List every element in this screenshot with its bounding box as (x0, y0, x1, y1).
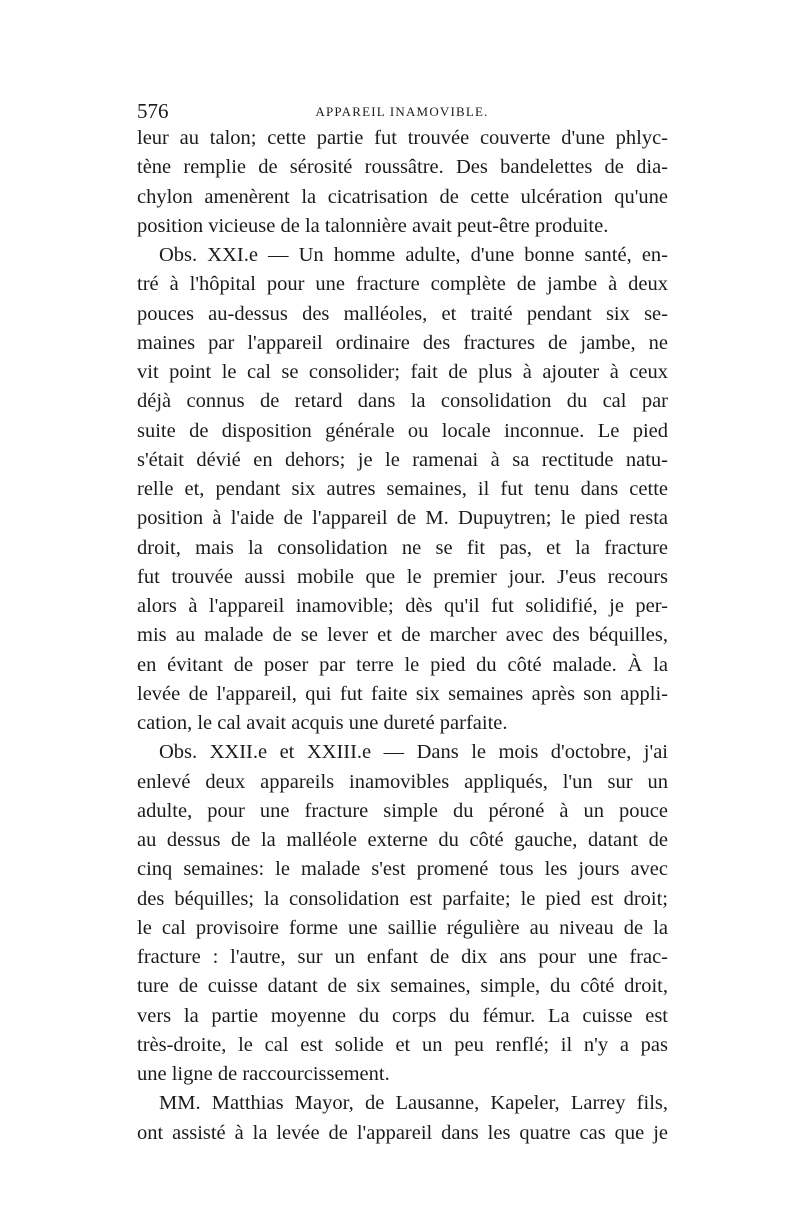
text-line: mis au malade de se lever et de marcher avec des béquilles, (137, 624, 668, 647)
text-line: enlevé deux appareils inamovibles appliqués, l'un sur un (137, 770, 668, 793)
text-line: fut trouvée aussi mobile que le premier jour. J'eus recours (137, 565, 668, 588)
text-line: tré à l'hôpital pour une fracture complète de jambe à deux (137, 273, 668, 296)
text-line: chylon amenèrent la cicatrisation de cette ulcération qu'une (137, 185, 668, 208)
text-line: adulte, pour une fracture simple du péroné à un pouce (137, 799, 668, 822)
running-title: APPAREIL INAMOVIBLE. (315, 104, 489, 119)
text-line: suite de disposition générale ou locale inconnue. Le pied (137, 419, 668, 442)
text-line: levée de l'appareil, qui fut faite six semaines après son appli- (137, 682, 668, 705)
page-number: 576 (137, 99, 169, 123)
text-line: Obs. XXI.e — Un homme adulte, d'une bonne santé, en- (159, 244, 668, 266)
text-line: ont assisté à la levée de l'appareil dans les quatre cas que je (137, 1121, 668, 1144)
text-line: cinq semaines: le malade s'est promené tous les jours avec (137, 858, 668, 881)
text-line: position à l'aide de l'appareil de M. Dupuytren; le pied resta (137, 507, 668, 530)
text-line: au dessus de la malléole externe du côté gauche, datant de (137, 829, 668, 851)
text-line: en évitant de poser par terre le pied du côté malade. À la (137, 653, 668, 676)
text-line: alors à l'appareil inamovible; dès qu'il fut solidifié, je per- (137, 595, 668, 617)
text-line: vers la partie moyenne du corps du fémur. La cuisse est (137, 1004, 668, 1027)
body-text (137, 124, 668, 1148)
text-line: pouces au-dessus des malléoles, et traité pendant six se- (137, 302, 668, 325)
text-line: déjà connus de retard dans la consolidation du cal par (137, 390, 668, 413)
text-line: s'était dévié en dehors; je le ramenai à sa rectitude natu- (137, 448, 668, 471)
text-line: des béquilles; la consolidation est parfaite; le pied est droit; (137, 887, 668, 910)
text-line: tène remplie de sérosité roussâtre. Des bandelettes de dia- (137, 156, 668, 179)
text-line: cation, le cal avait acquis une dureté parfaite. (137, 712, 508, 734)
text-line: une ligne de raccourcissement. (137, 1063, 390, 1085)
text-line: le cal provisoire forme une saillie régulière au niveau de la (137, 916, 668, 939)
text-line: maines par l'appareil ordinaire des fractures de jambe, ne (137, 331, 668, 354)
text-line: leur au talon; cette partie fut trouvée couverte d'une phlyc- (137, 127, 668, 149)
text-line: vit point le cal se consolider; fait de plus à ajouter à ceux (137, 361, 668, 383)
text-line: relle et, pendant six autres semaines, il fut tenu dans cette (137, 478, 668, 500)
text-line: MM. Matthias Mayor, de Lausanne, Kapeler, Larrey fils, (159, 1092, 668, 1115)
text-line: droit, mais la consolidation ne se fit pas, et la fracture (137, 536, 668, 559)
text-line: très-droite, le cal est solide et un peu renflé; il n'y a pas (137, 1033, 668, 1056)
text-line: ture de cuisse datant de six semaines, simple, du côté droit, (137, 975, 668, 998)
text-line: fracture : l'autre, sur un enfant de dix ans pour une frac- (137, 946, 668, 968)
text-line: position vicieuse de la talonnière avait peut-être produite. (137, 214, 609, 237)
text-line: Obs. XXII.e et XXIII.e — Dans le mois d'octobre, j'ai (159, 741, 668, 764)
page-header (137, 98, 667, 124)
